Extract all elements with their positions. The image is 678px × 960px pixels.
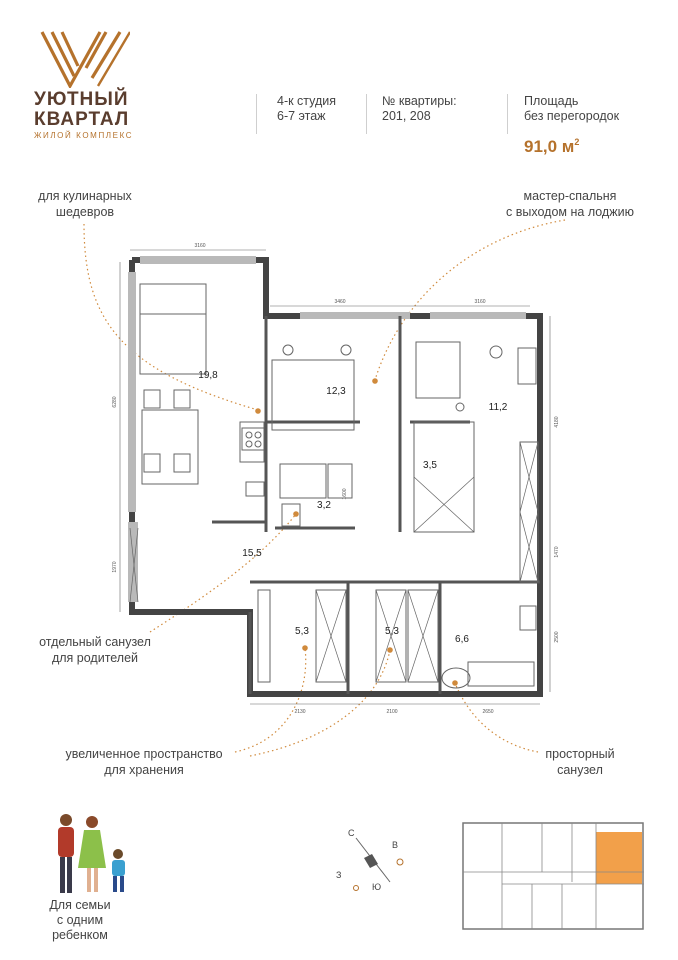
brand-name: УЮТНЫЙ КВАРТАЛ [34, 89, 130, 130]
floor-line: 6-7 этаж [277, 109, 326, 123]
callout-kitchen: для кулинарных шедевров [38, 189, 132, 219]
dim-bottom-3: 2650 [482, 709, 494, 715]
apartment-type-line: 4-к студия [277, 94, 337, 108]
floor-plan-thumbnail-icon [462, 822, 644, 930]
dim-mid-right: 3160 [474, 299, 486, 305]
room-area-master-bedroom: 12,3 [326, 386, 346, 397]
logo-mark-icon [40, 28, 130, 88]
family-label: Для семьи с одним ребенком [49, 898, 111, 942]
dim-left-2: 1970 [112, 561, 118, 573]
dim-left-1: 6280 [112, 396, 118, 408]
area-label-sub: без перегородок [524, 109, 620, 123]
family-icon [48, 812, 138, 897]
area-block [524, 94, 619, 124]
dim-mid-left: 3460 [334, 299, 346, 305]
room-area-storage-1: 5,3 [295, 626, 309, 637]
header-divider [507, 94, 508, 134]
brand-subtitle: ЖИЛОЙ КОМПЛЕКС [34, 131, 134, 140]
room-area-wardrobe: 3,5 [423, 460, 437, 471]
dim-bottom-1: 2130 [294, 709, 306, 715]
room-area-storage-2: 5,3 [385, 626, 399, 637]
room-area-bedroom: 11,2 [488, 402, 508, 413]
callout-storage: увеличенное пространство для хранения [65, 747, 223, 777]
room-area-kitchen: 19,8 [198, 370, 218, 381]
callout-master-bedroom: мастер-спальня с выходом на лоджию [506, 189, 634, 219]
callout-parents-bathroom: отдельный санузел для родителей [39, 635, 151, 665]
header-divider [366, 94, 367, 134]
compass-east: В [392, 840, 399, 850]
room-area-parents-bath: 3,2 [317, 500, 331, 511]
dim-top-left: 3160 [194, 243, 206, 249]
room-area-hall: 15,5 [242, 548, 262, 559]
dim-right-1: 4180 [554, 416, 560, 428]
dim-inner: 1600 [342, 488, 348, 500]
area-value: 91,0 $м^2$ [524, 137, 580, 156]
dim-right-2: 1470 [554, 546, 560, 558]
dim-bottom-2: 2100 [386, 709, 398, 715]
dim-right-3: 2500 [554, 631, 560, 643]
compass-north: С [348, 828, 355, 838]
compass-south: Ю [372, 882, 382, 892]
apt-values: 201, 208 [382, 109, 431, 123]
apartment-type [277, 94, 336, 124]
area-label: Площадь [524, 94, 579, 108]
compass-icon [334, 824, 410, 892]
room-area-bathroom: 6,6 [455, 634, 469, 645]
header-divider [256, 94, 257, 134]
callout-bathroom: просторный санузел [545, 747, 615, 777]
compass-west: З [336, 870, 342, 880]
apartment-numbers [382, 94, 457, 124]
apartment-floor-plan [100, 232, 570, 722]
apt-label: № квартиры: [382, 94, 457, 108]
